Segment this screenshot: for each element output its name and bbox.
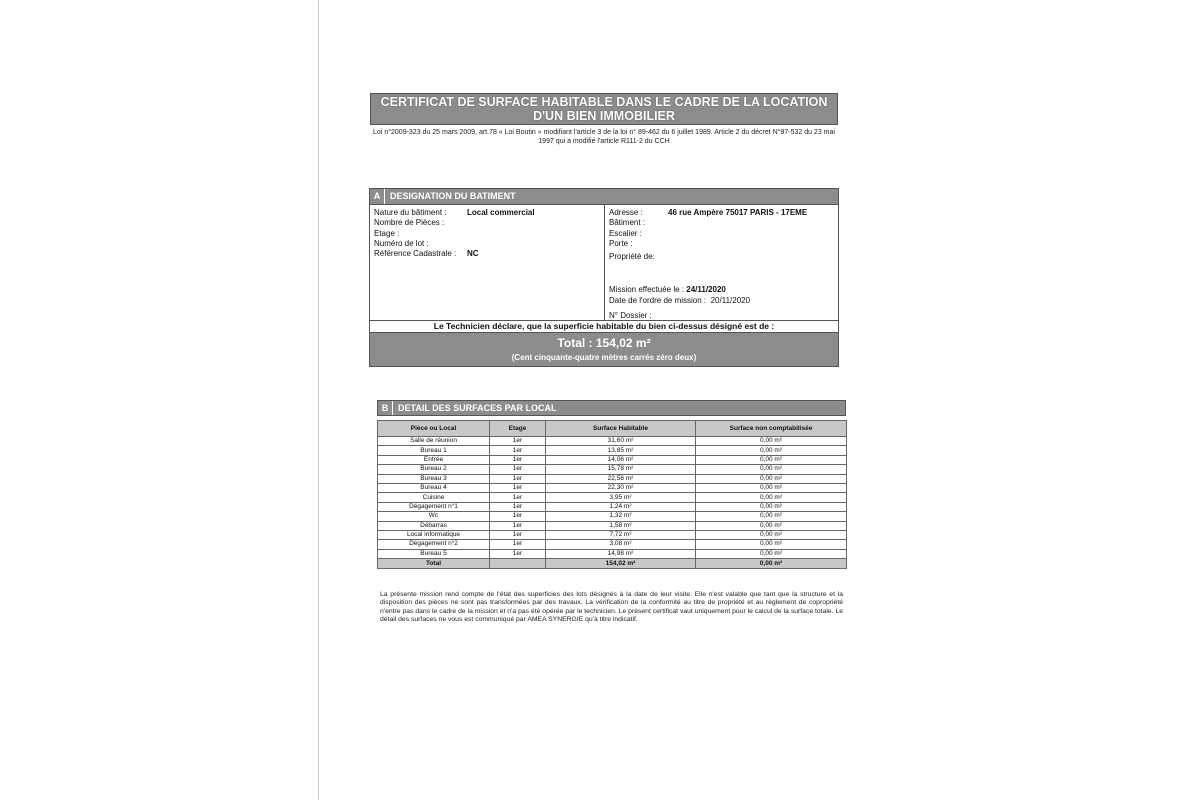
order-label: Date de l'ordre de mission : — [609, 295, 707, 305]
table-cell: Bureau 1 — [378, 446, 490, 455]
technician-declaration: Le Technicien déclare, que la superficie habitable du bien ci-dessus désigné est de : — [370, 320, 838, 332]
table-row — [378, 549, 847, 558]
dossier-row — [609, 311, 834, 321]
table-cell: 1er — [490, 465, 546, 474]
table-cell: 1er — [490, 493, 546, 502]
total-cell: Total — [378, 559, 490, 569]
table-cell: Bureau 3 — [378, 474, 490, 483]
field-label: Bâtiment : — [609, 218, 646, 228]
table-cell: 3,08 m² — [546, 540, 696, 549]
table-row — [378, 530, 847, 539]
table-row — [378, 483, 847, 492]
table-cell: 0,00 m² — [696, 446, 847, 455]
table-row — [378, 465, 847, 474]
table-cell: 0,00 m² — [696, 521, 847, 530]
table-row — [378, 446, 847, 455]
section-surfaces — [377, 400, 846, 569]
building-info-left — [370, 205, 605, 320]
legal-reference: Loi n°2009-323 du 25 mars 2009, art.78 « Loi Boutin » modifiant l'article 3 de la loi n° 89-462 du 6 juillet 1989. Article 2 du décret N°97-532 du 23 mai 1997 qui a modifié l'article R111-2 du CCH — [373, 129, 835, 145]
table-cell: 1er — [490, 437, 546, 446]
owner-label: Propriété de: — [609, 252, 655, 262]
field-row — [609, 208, 834, 218]
address-value: 46 rue Ampère 75017 PARIS - 17EME — [668, 208, 808, 217]
page-edge — [318, 0, 319, 800]
table-cell: 14,98 m² — [546, 549, 696, 558]
table-cell: 1er — [490, 483, 546, 492]
dossier-label: N° Dossier : — [609, 311, 652, 321]
table-cell: 7,72 m² — [546, 530, 696, 539]
table-cell: 0,00 m² — [696, 474, 847, 483]
total-surface-words: (Cent cinquante-quatre mètres carrés zéro deux) — [511, 353, 697, 362]
field-label: Etage : — [374, 228, 400, 238]
table-cell: 1er — [490, 521, 546, 530]
building-info-right — [605, 205, 838, 320]
column-header: Surface non comptabilisée — [696, 421, 847, 437]
column-header: Pièce ou Local — [378, 421, 490, 437]
total-cell: 154,02 m² — [546, 559, 696, 569]
table-cell: Wc — [378, 512, 490, 521]
table-cell: 1,24 m² — [546, 502, 696, 511]
table-body — [378, 437, 847, 569]
table-cell: Bureau 5 — [378, 549, 490, 558]
table-cell: 0,00 m² — [696, 512, 847, 521]
legal-footnote: La présente mission rend compte de l'état des superficies des lots désignés à la date de leur visite. Elle n'est valable que tant que la structure et la disposition des pièces ne sont pas transformées par des travaux. La vérification de la conformité au titre de propriété et au règlement de copropriété n'entre pas dans le cadre de la mission et n'a pas été opérée par le technicien. Le présent certificat vaut uniquement pour le calcul de la surface totale. Le détail des surfaces ne vous est communiqué par AMEA SYNERGIE qu'à titre indicatif. — [380, 591, 843, 624]
column-header: Etage — [490, 421, 546, 437]
order-row — [609, 296, 834, 306]
table-cell: 13,85 m² — [546, 446, 696, 455]
field-label: Adresse : — [609, 208, 643, 217]
table-total-row — [378, 559, 847, 569]
field-label: Référence Cadastrale : — [374, 249, 457, 259]
table-cell: 1,58 m² — [546, 521, 696, 530]
table-cell: 1er — [490, 549, 546, 558]
field-label: Porte : — [609, 238, 633, 248]
table-row — [378, 521, 847, 530]
table-row — [378, 493, 847, 502]
table-cell: 3,95 m² — [546, 493, 696, 502]
table-cell: 1er — [490, 512, 546, 521]
field-row — [609, 218, 834, 228]
table-row — [378, 455, 847, 464]
certificate-header — [370, 93, 838, 146]
field-value: Local commercial — [467, 208, 535, 217]
field-row — [374, 229, 600, 239]
field-row — [609, 239, 834, 249]
table-cell: Débarras — [378, 521, 490, 530]
table-cell: 0,00 m² — [696, 540, 847, 549]
mission-label: Mission effectuée le : — [609, 285, 685, 295]
field-label: Nature du bâtiment : — [374, 208, 447, 217]
field-label: Escalier : — [609, 228, 642, 238]
table-row — [378, 437, 847, 446]
table-cell: Cuisine — [378, 493, 490, 502]
table-cell: Bureau 2 — [378, 465, 490, 474]
total-cell — [490, 559, 546, 569]
table-cell: Local informatique — [378, 530, 490, 539]
table-cell: 0,00 m² — [696, 530, 847, 539]
total-surface: Total : 154,02 m² — [557, 336, 651, 350]
document-title: CERTIFICAT DE SURFACE HABITABLE DANS LE CADRE DE LA LOCATION D'UN BIEN IMMOBILIER — [370, 93, 838, 125]
field-row — [374, 218, 600, 228]
total-surface-box — [370, 332, 838, 366]
mission-row — [609, 285, 834, 295]
table-cell: 0,00 m² — [696, 502, 847, 511]
table-cell: 0,00 m² — [696, 455, 847, 464]
total-cell: 0,00 m² — [696, 559, 847, 569]
table-cell: 1,32 m² — [546, 512, 696, 521]
table-cell: Entrée — [378, 455, 490, 464]
field-label: Nombre de Pièces : — [374, 218, 445, 228]
mission-date: 24/11/2020 — [686, 285, 726, 295]
owner-row — [609, 252, 834, 262]
table-cell: 15,78 m² — [546, 465, 696, 474]
building-details — [370, 204, 838, 320]
table-cell: 31,60 m² — [546, 437, 696, 446]
table-cell: Dégagement n°1 — [378, 502, 490, 511]
table-cell: Salle de réunion — [378, 437, 490, 446]
table-cell: 1er — [490, 474, 546, 483]
section-designation — [369, 188, 839, 367]
table-row — [378, 474, 847, 483]
table-cell: 0,00 m² — [696, 465, 847, 474]
table-cell: 1er — [490, 540, 546, 549]
section-b-header — [377, 400, 846, 416]
section-a-letter: A — [370, 189, 385, 204]
surfaces-table — [377, 420, 847, 569]
table-cell: 14,06 m² — [546, 455, 696, 464]
section-a-header — [370, 189, 838, 204]
field-row — [374, 208, 600, 218]
field-value: NC — [467, 249, 479, 259]
table-cell: 22,30 m² — [546, 483, 696, 492]
field-row — [609, 229, 834, 239]
table-cell: 1er — [490, 530, 546, 539]
table-cell: 1er — [490, 455, 546, 464]
section-b-title: DETAIL DES SURFACES PAR LOCAL — [398, 403, 557, 413]
column-header: Surface Habitable — [546, 421, 696, 437]
section-b-letter: B — [378, 401, 393, 415]
table-cell: 1er — [490, 502, 546, 511]
section-a-title: DESIGNATION DU BATIMENT — [390, 191, 516, 201]
table-row — [378, 502, 847, 511]
table-cell: 0,00 m² — [696, 437, 847, 446]
table-row — [378, 540, 847, 549]
field-row — [374, 239, 600, 249]
table-cell: 1er — [490, 446, 546, 455]
table-cell: Bureau 4 — [378, 483, 490, 492]
order-date: 20/11/2020 — [710, 295, 751, 305]
table-row — [378, 512, 847, 521]
table-cell: 0,00 m² — [696, 483, 847, 492]
field-row — [374, 249, 600, 259]
table-cell: Dégagement n°2 — [378, 540, 490, 549]
table-cell: 0,00 m² — [696, 493, 847, 502]
table-cell: 22,56 m² — [546, 474, 696, 483]
table-cell: 0,00 m² — [696, 549, 847, 558]
field-label: Numéro de lot : — [374, 238, 429, 248]
table-header-row — [378, 421, 847, 437]
